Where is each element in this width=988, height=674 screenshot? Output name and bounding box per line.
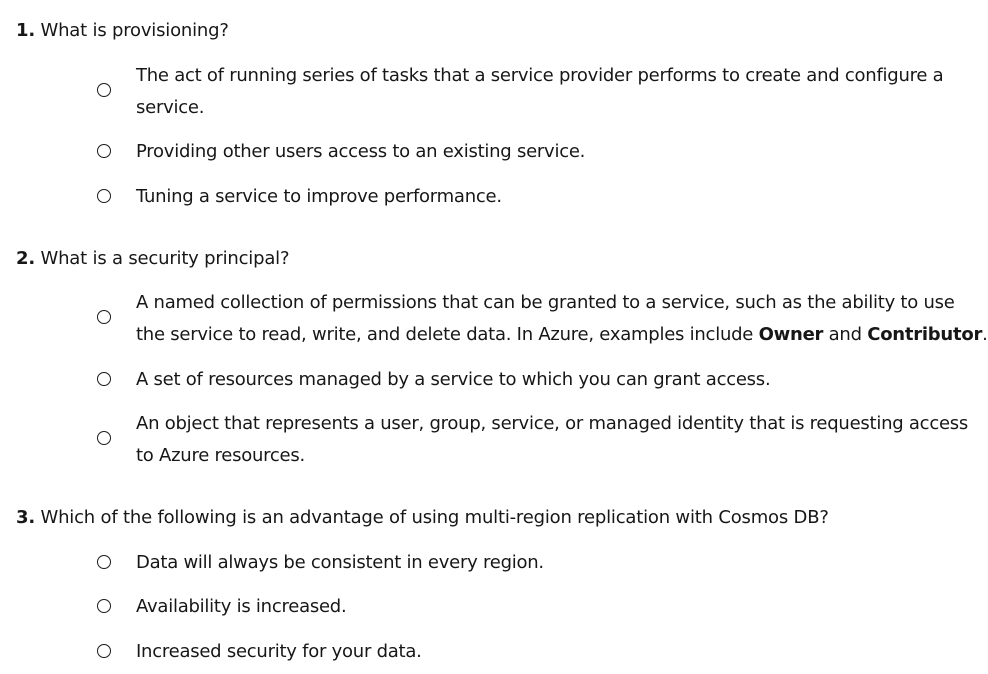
- radio-button[interactable]: [97, 644, 111, 658]
- option-text-segment: .: [982, 324, 988, 345]
- option-line: service.: [136, 97, 205, 118]
- radio-button[interactable]: [97, 555, 111, 569]
- option-label: [136, 287, 988, 351]
- option-label: [136, 60, 971, 124]
- option-line: A named collection of permissions that can be granted to a service, such as the ability to use: [136, 292, 955, 313]
- question-text: What is a security principal?: [40, 248, 290, 269]
- option-line: Providing other users access to an existing service.: [136, 141, 586, 162]
- question-3-title: [16, 506, 829, 530]
- option-line: Increased security for your data.: [136, 641, 422, 662]
- radio-button[interactable]: [97, 83, 111, 97]
- option-label: [136, 547, 971, 579]
- role-name-contributor: Contributor: [867, 324, 983, 345]
- option-line: Data will always be consistent in every region.: [136, 552, 544, 573]
- option-label: [136, 408, 971, 472]
- option-line: to Azure resources.: [136, 445, 305, 466]
- radio-button[interactable]: [97, 310, 111, 324]
- question-text: What is provisioning?: [40, 20, 229, 41]
- radio-button[interactable]: [97, 599, 111, 613]
- question-2-title: [16, 247, 289, 271]
- question-text: Which of the following is an advantage of using multi-region replication with Cosmos DB?: [40, 507, 829, 528]
- option-label: [136, 181, 971, 213]
- option-line: Tuning a service to improve performance.: [136, 186, 502, 207]
- question-number: 3.: [16, 507, 35, 528]
- option-text-segment: and: [823, 324, 868, 345]
- role-name-owner: Owner: [758, 324, 824, 345]
- radio-button[interactable]: [97, 189, 111, 203]
- option-text-segment: the service to read, write, and delete data. In Azure, examples include: [136, 324, 759, 345]
- option-line: [136, 319, 988, 351]
- option-label: [136, 636, 971, 668]
- option-label: [136, 364, 971, 396]
- radio-button[interactable]: [97, 372, 111, 386]
- option-line: A set of resources managed by a service to which you can grant access.: [136, 369, 771, 390]
- option-line: Availability is increased.: [136, 596, 347, 617]
- option-label: [136, 136, 971, 168]
- radio-button[interactable]: [97, 431, 111, 445]
- question-1-title: [16, 19, 229, 43]
- question-number: 2.: [16, 248, 35, 269]
- option-line: An object that represents a user, group, service, or managed identity that is requesting access: [136, 413, 969, 434]
- question-number: 1.: [16, 20, 35, 41]
- option-line: The act of running series of tasks that a service provider performs to create and configure a: [136, 65, 944, 86]
- option-label: [136, 591, 971, 623]
- radio-button[interactable]: [97, 144, 111, 158]
